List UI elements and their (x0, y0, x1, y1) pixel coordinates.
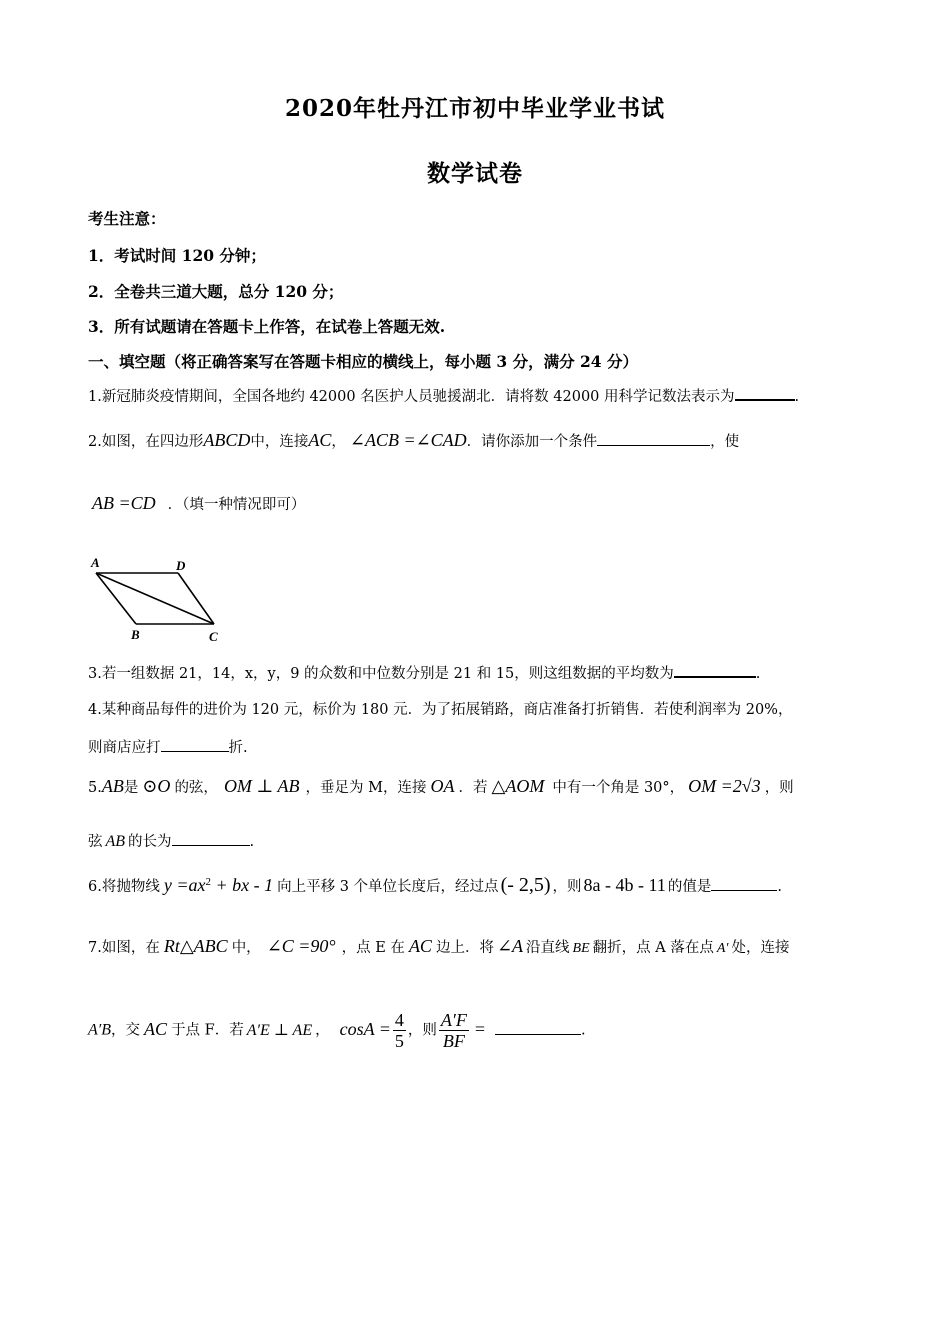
q5-math: OM ⊥ AB (223, 776, 300, 796)
q6-text: 向上平移 3 个单位长度后，经过点 (277, 879, 499, 895)
q4-text: 折. (228, 740, 248, 756)
q6-end: . (777, 879, 782, 895)
q5-math: AB (105, 833, 126, 850)
q7-math: A′E ⊥ AE (246, 1021, 313, 1039)
label-c: C (209, 629, 218, 644)
q2-text: ，使 (710, 434, 740, 450)
q6-math: + bx - 1 (210, 875, 274, 895)
q2-text: ．（填一种情况即可） (167, 497, 306, 513)
question-3 (88, 662, 760, 683)
q2-math: AB =CD (92, 493, 156, 513)
q5-math: ⊙O (142, 776, 171, 796)
q6-text: ，则 (552, 879, 582, 895)
q7-text: ，点 E 在 (341, 940, 405, 956)
q2-text: 中，连接 (250, 434, 309, 450)
q5-text: 中有一个角是 30°， (552, 780, 685, 796)
q7-end: . (581, 1022, 586, 1039)
q5-math: OA (430, 776, 455, 796)
q6-math: (- 2,5) (500, 874, 551, 896)
question-7 (88, 936, 789, 957)
notice-item-1: 1．考试时间 120 分钟； (88, 246, 266, 265)
q4-answer-blank (161, 739, 229, 752)
q5-text: ，则 (764, 780, 794, 796)
q5-end: . (249, 834, 255, 850)
q7-text: ，则 (407, 1022, 437, 1039)
page-subtitle: 数学试卷 (427, 160, 523, 187)
notice-heading: 考生注意： (88, 209, 166, 228)
q7-fraction-denominator: 5 (394, 1031, 404, 1051)
q7-fraction-denominator: BF (442, 1031, 465, 1051)
q7-math: ∠C =90° (266, 936, 336, 956)
q5-text: ，垂足为 M，连接 (305, 780, 427, 796)
question-4: 4.某种商品每件的进价为 120 元，标价为 180 元．为了拓展销路，商店准备打折销售．若使利润率为 20%， (88, 702, 793, 718)
q7-text: 中， (231, 940, 261, 956)
label-d: D (176, 558, 186, 573)
q2-text: 2.如图，在四边形 (88, 434, 204, 450)
q5-text: 是 (123, 780, 139, 796)
q7-math: AC (408, 936, 432, 956)
q7-text: 翻折，点 A 落在点 (592, 940, 714, 956)
q5-text: 的长为 (128, 834, 172, 850)
question-6 (88, 874, 782, 897)
q7-math: cosA = (339, 1018, 391, 1039)
q7-text: 沿直线 (526, 940, 570, 956)
q7-math: ∠A (496, 936, 524, 956)
q2-math: ∠ACB =∠CAD (349, 430, 467, 450)
label-b: B (131, 627, 140, 642)
q2-answer-blank (597, 433, 710, 446)
q7-text: 边上．将 (435, 940, 494, 956)
q1-end: . (794, 389, 800, 405)
q7-fraction-cos (393, 1010, 406, 1051)
q5-text: 弦 (88, 834, 103, 850)
page-title: 2020年牡丹江市初中毕业学业书试 (284, 95, 665, 122)
notice-item-2: 2．全卷共三道大题，总分 120 分； (88, 282, 344, 301)
notice-item-3: 3．所有试题请在答题卡上作答，在试卷上答题无效. (88, 317, 446, 336)
q3-answer-blank (674, 664, 756, 678)
q7-math: AC (144, 1018, 168, 1039)
segment-ab (96, 573, 136, 624)
q7-math: = (474, 1018, 485, 1039)
q5-math: OM =2√3 (688, 776, 761, 796)
q7-math: A′B (88, 1021, 112, 1039)
q5-answer-blank (172, 833, 250, 846)
q6-text: 6.将抛物线 (88, 879, 160, 895)
q2-math: AC (308, 430, 332, 450)
q6-math: 8a - 4b - 11 (583, 875, 666, 895)
q5-text: 5. (88, 780, 102, 796)
q3-end: . (755, 666, 761, 682)
q1-answer-blank (735, 387, 795, 401)
q7-text: ， (315, 1022, 330, 1039)
label-a: A (91, 555, 100, 570)
question-2 (88, 430, 739, 451)
q6-answer-blank (711, 878, 777, 891)
question-5-cont (88, 830, 254, 851)
question-2-cont (92, 493, 305, 514)
q7-text: 于点 F．若 (171, 1022, 244, 1039)
q7-fraction-ratio (439, 1010, 469, 1051)
q4-text: 则商店应打 (88, 740, 161, 756)
question-5 (88, 776, 794, 797)
q3-text: 3.若一组数据 21，14，x，y，9 的众数和中位数分别是 21 和 15，则这组数据的平均数为 (88, 666, 674, 682)
q6-math: 2 (205, 876, 211, 889)
question-1 (88, 385, 799, 406)
q1-text: 1.新冠肺炎疫情期间，全国各地约 42000 名医护人员驰援湖北．请将数 42000 用科学记数法表示为 (88, 389, 735, 405)
q2-math: ABCD (203, 430, 251, 450)
q2-text: ．请你添加一个条件 (466, 434, 598, 450)
q6-text: 的值是 (667, 879, 712, 895)
q2-text: ， (331, 434, 346, 450)
q7-math: A′ (716, 941, 729, 956)
q7-math: BE (572, 941, 590, 956)
question-4-cont (88, 736, 248, 757)
q7-text: 处，连接 (731, 940, 790, 956)
q5-math: AB (101, 776, 124, 796)
q5-math: △AOM (491, 776, 545, 796)
q7-text: ，交 (111, 1022, 141, 1039)
q7-math: Rt△ABC (163, 936, 228, 956)
q5-text: ．若 (458, 780, 488, 796)
q5-text: 的弦， (174, 780, 218, 796)
q7-fraction-numerator: 4 (394, 1010, 404, 1030)
question-7-cont (88, 1010, 586, 1051)
q7-answer-blank (495, 1022, 581, 1035)
q6-math: y =ax (163, 875, 206, 895)
q7-fraction-numerator: A′F (440, 1010, 467, 1030)
quadrilateral-figure (84, 553, 234, 645)
section-heading: 一、填空题（将正确答案写在答题卡相应的横线上，每小题 3 分，满分 24 分） (88, 352, 638, 371)
q7-text: 7.如图，在 (88, 940, 160, 956)
